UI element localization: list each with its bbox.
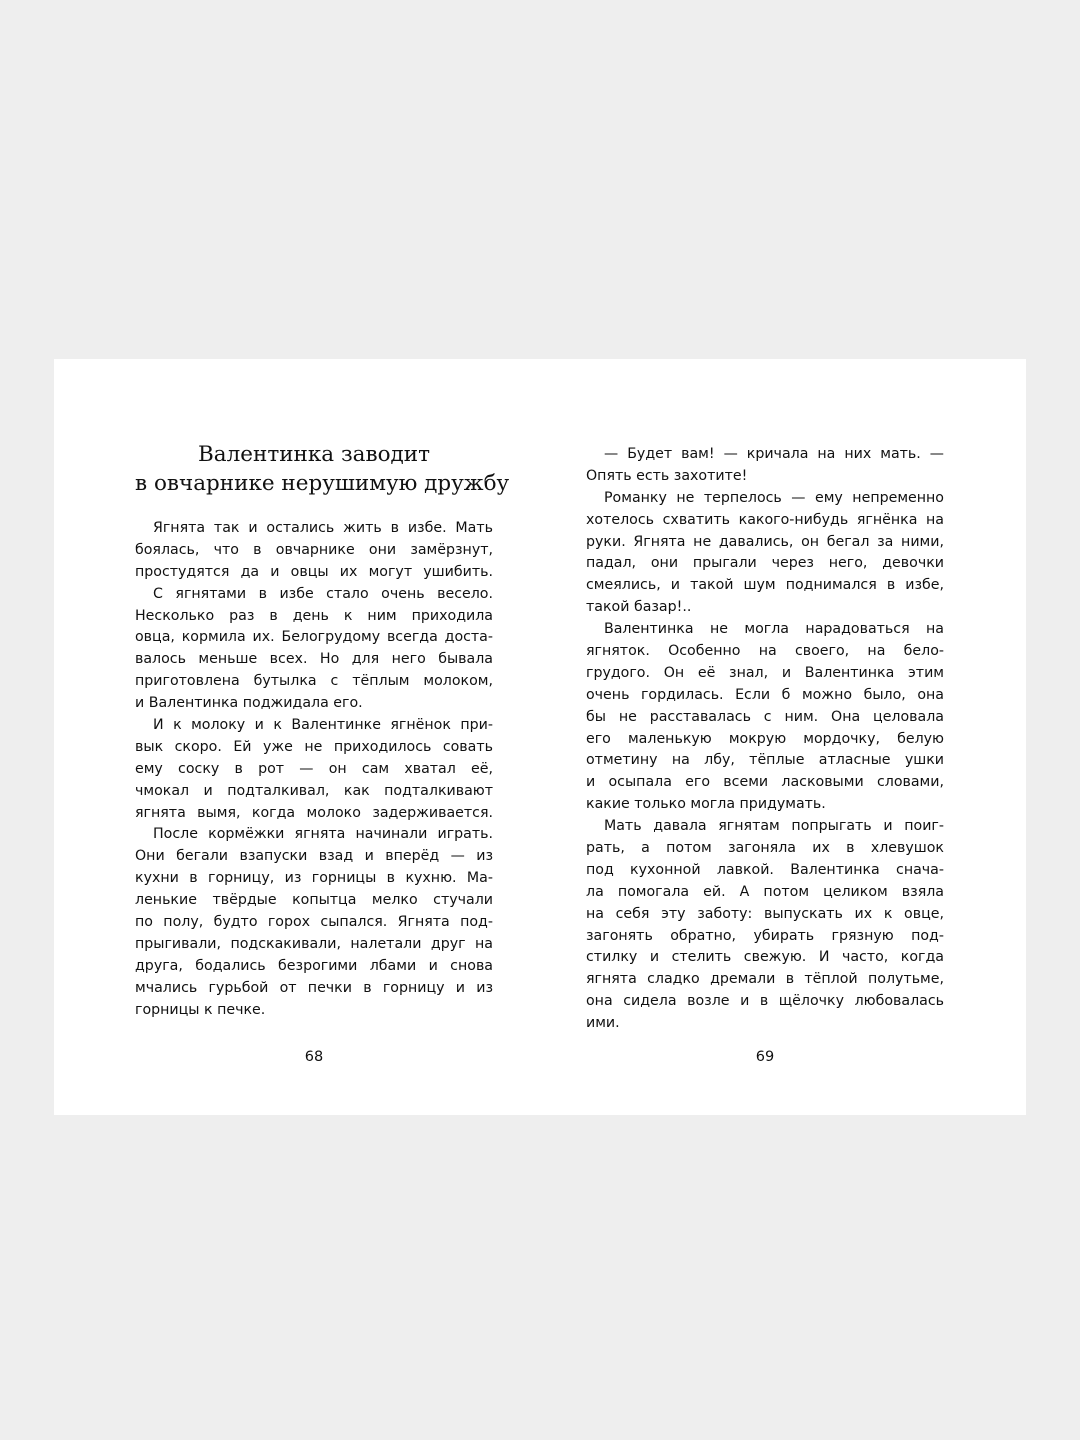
paragraph: [135, 715, 493, 824]
text-line: друга, бодались безрогими лбами и снова: [135, 957, 493, 974]
paragraph: [586, 488, 944, 619]
paragraph: [135, 518, 493, 584]
chapter-title: [135, 440, 510, 498]
text-line: Они бегали взапуски взад и вперёд — из: [135, 848, 493, 865]
text-line: ему соску в рот — он сам хватал её,: [135, 760, 493, 777]
text-line: ленькие твёрдые копытца мелко стучали: [135, 892, 493, 909]
text-line: падал, они прыгали через него, девочки: [586, 555, 944, 572]
text-line: простудятся да и овцы их могут ушибить.: [135, 563, 493, 580]
text-line: — Будет вам! — кричала на них мать. —: [604, 446, 944, 462]
chapter-title-line: Валентинка заводит: [197, 442, 431, 467]
text-line: хотелось схватить какого-нибудь ягнёнка на: [586, 511, 944, 528]
text-line: грудого. Он её знал, и Валентинка этим: [586, 664, 944, 681]
text-line: ягнята вымя, когда молоко задерживается.: [135, 804, 493, 821]
text-line: и Валентинка поджидала его.: [135, 695, 363, 712]
paragraph: [586, 619, 944, 816]
text-line: Несколько раз в день к ним приходила: [135, 607, 493, 624]
paragraph: [135, 584, 493, 715]
text-line: приготовлена бутылка с тёплым молоком,: [135, 673, 493, 690]
text-line: отметину на лбу, тёплые атласные ушки: [586, 752, 944, 769]
text-line: ими.: [586, 1015, 620, 1032]
paragraph: [586, 444, 944, 488]
text-line: очень гордилась. Если б можно было, она: [586, 686, 944, 703]
text-line: стилку и стелить свежую. И часто, когда: [586, 949, 944, 966]
text-line: на себя эту заботу: выпускать их к овце,: [586, 905, 944, 922]
text-line: его маленькую мокрую мордочку, белую: [586, 730, 944, 747]
chapter-title-line: в овчарнике нерушимую дружбу: [135, 471, 510, 496]
text-line: кухни в горницу, из горницы в кухню. Ма-: [135, 870, 493, 887]
text-line: И к молоку и к Валентинке ягнёнок при-: [153, 717, 493, 734]
text-line: какие только могла придумать.: [586, 796, 826, 813]
text-line: С ягнятами в избе стало очень весело.: [153, 585, 493, 602]
text-line: вык скоро. Ей уже не приходилось совать: [135, 738, 493, 755]
text-line: бы не расставалась с ним. Она целовала: [586, 708, 944, 725]
page-number: 69: [755, 1049, 775, 1065]
book-spread: [54, 359, 1026, 1115]
right-page: [586, 359, 944, 1115]
text-line: ла помогала ей. А потом целиком взяла: [586, 883, 944, 900]
text-line: Мать давала ягнятам попрыгать и поиг-: [604, 818, 944, 835]
page-number: 68: [304, 1049, 324, 1065]
text-line: под кухонной лавкой. Валентинка снача-: [586, 861, 944, 878]
text-line: по полу, будто горох сыпался. Ягнята под-: [135, 914, 493, 931]
text-line: Опять есть захотите!: [586, 467, 748, 484]
text-line: руки. Ягнята не давались, он бегал за ними,: [586, 533, 944, 550]
text-line: Валентинка не могла нарадоваться на: [604, 621, 944, 638]
text-line: Ягнята так и остались жить в избе. Мать: [153, 520, 493, 536]
text-line: валось меньше всех. Но для него бывала: [135, 651, 493, 668]
text-line: ягняток. Особенно на своего, на бело-: [586, 643, 944, 660]
text-line: После кормёжки ягнята начинали играть.: [153, 826, 493, 843]
left-page: [135, 359, 510, 1115]
left-page-text: [135, 518, 493, 1021]
text-line: загонять обратно, убирать грязную под-: [586, 927, 944, 944]
paragraph: [135, 824, 493, 1021]
text-line: смеялись, и такой шум поднимался в избе,: [586, 577, 944, 594]
text-line: мчались гурьбой от печки в горницу и из: [135, 979, 493, 996]
text-line: рать, а потом загоняла их в хлевушок: [586, 840, 944, 857]
right-page-text: [586, 444, 944, 1035]
text-line: ягнята сладко дремали в тёплой полутьме,: [586, 971, 944, 988]
text-line: боялась, что в овчарнике они замёрзнут,: [135, 541, 493, 558]
paragraph: [586, 816, 944, 1035]
text-line: и осыпала его всеми ласковыми словами,: [586, 774, 944, 791]
text-line: чмокал и подталкивал, как подталкивают: [135, 782, 493, 799]
text-line: горницы к печке.: [135, 1001, 266, 1018]
text-line: прыгивали, подскакивали, налетали друг на: [135, 935, 493, 952]
text-line: такой базар!..: [586, 599, 692, 616]
text-line: овца, кормила их. Белогрудому всегда доста-: [135, 629, 493, 646]
text-line: она сидела возле и в щёлочку любовалась: [586, 993, 944, 1010]
text-line: Романку не терпелось — ему непременно: [604, 489, 944, 506]
